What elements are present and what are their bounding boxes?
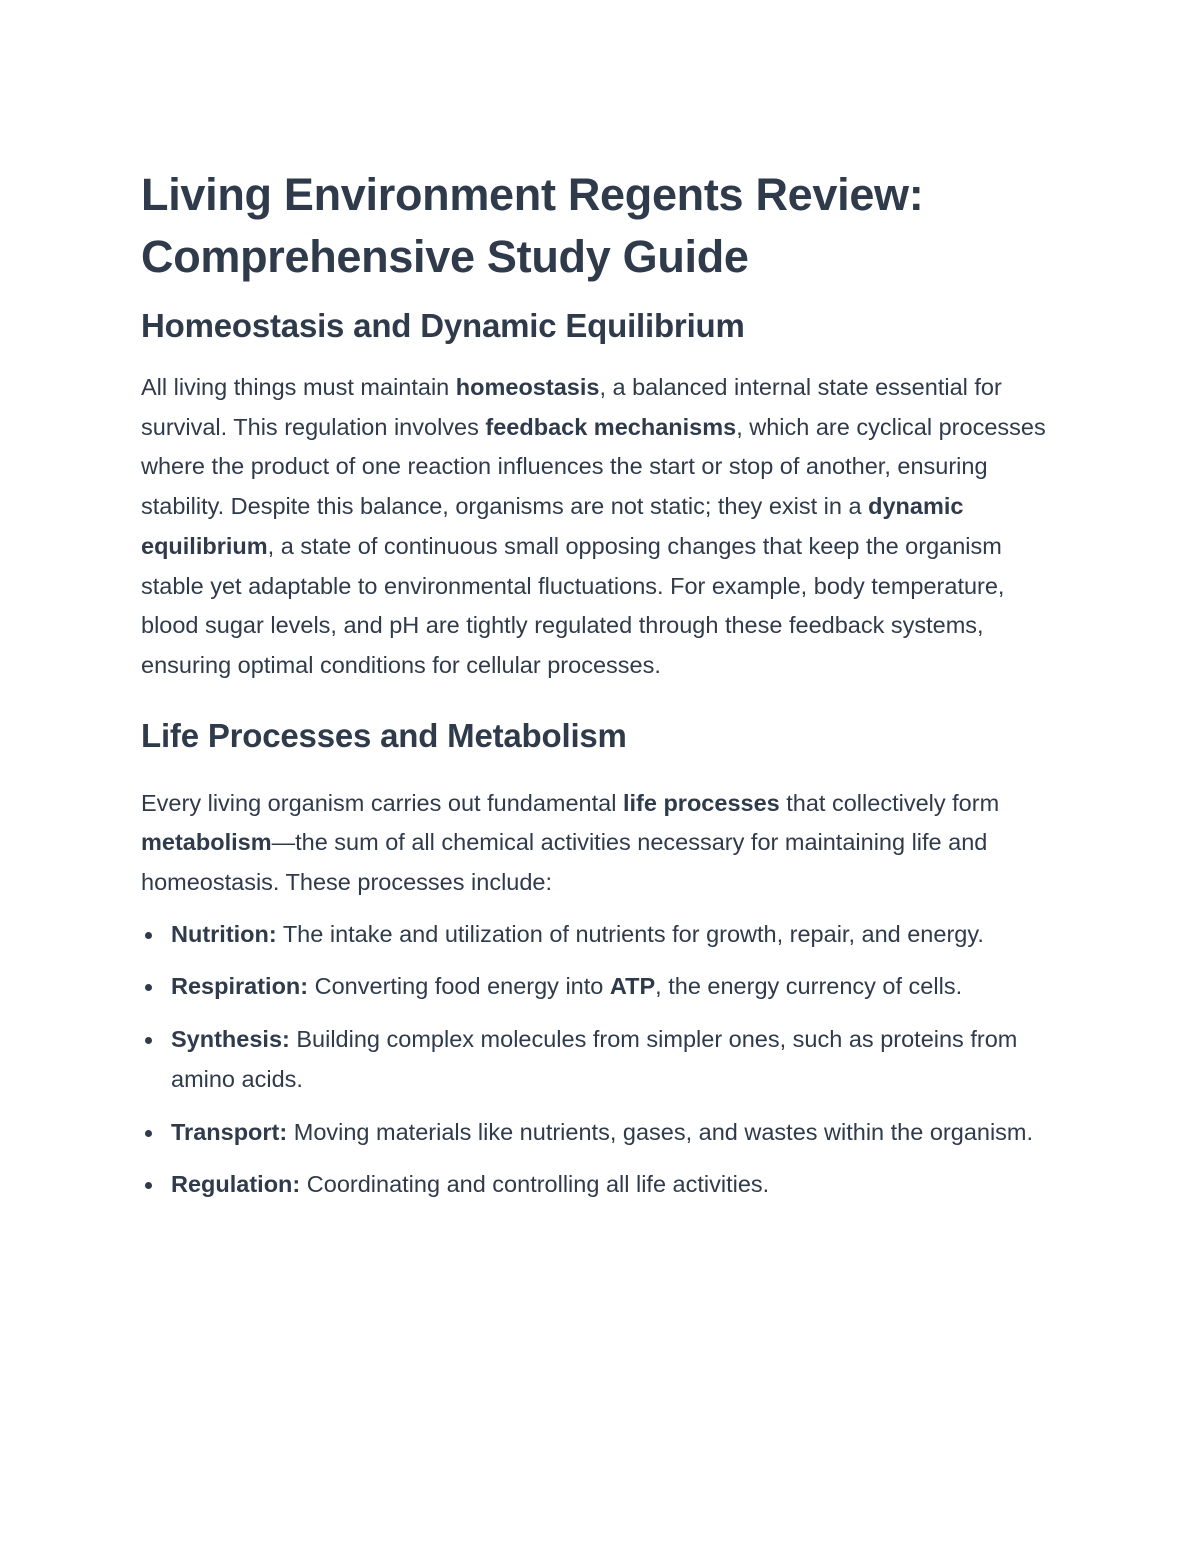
term-feedback-mechanisms: feedback mechanisms: [485, 413, 737, 440]
list-item-synthesis: Synthesis: Building complex molecules from simpler ones, such as proteins from amino acids.: [141, 1020, 1061, 1099]
term-life-processes: life processes: [622, 789, 780, 816]
bullet-icon: [145, 1130, 152, 1137]
list-item-regulation: Regulation: Coordinating and controlling all life activities.: [141, 1165, 1061, 1205]
term-dynamic-equilibrium: dynamic equilibrium: [141, 493, 964, 559]
homeostasis-paragraph: All living things must maintain homeostasis, a balanced internal state essential for survival. This regulation involves feedback mechanisms, which are cyclical processes where the product of one reaction influences the start or stop of another, ensuring stability. Despite this balance, organisms are not static; they exist in a dynamic equilibrium, a state of continuous small opposing changes that keep the organism stable yet adaptable to environmental fluctuations. For example, body temperature, blood sugar levels, and pH are tightly regulated through these feedback systems, ensuring optimal conditions for cellular processes.: [141, 374, 1046, 678]
bullet-icon: [145, 932, 152, 939]
list-item-transport: Transport: Moving materials like nutrients, gases, and wastes within the organism.: [141, 1113, 1061, 1153]
title-line-1: Living Environment Regents Review:: [141, 169, 924, 220]
term-metabolism: metabolism: [141, 829, 272, 856]
list-item-respiration: Respiration: Converting food energy into ATP, the energy currency of cells.: [141, 967, 1061, 1007]
page-title: [141, 164, 1061, 288]
bullet-icon: [145, 984, 152, 991]
life-processes-list: [141, 915, 1061, 1205]
term-homeostasis: homeostasis: [455, 374, 600, 400]
life-processes-paragraph: Every living organism carries out fundamental life processes that collectively form metabolism—the sum of all chemical activities necessary for maintaining life and homeostasis. These processes include:: [141, 789, 1000, 896]
list-item-nutrition: Nutrition: The intake and utilization of nutrients for growth, repair, and energy.: [141, 915, 1061, 955]
section-heading-homeostasis: Homeostasis and Dynamic Equilibrium: [141, 307, 745, 344]
bullet-icon: [145, 1037, 152, 1044]
document-page: [141, 164, 1061, 1218]
bullet-icon: [145, 1182, 152, 1189]
term-atp: ATP: [609, 973, 656, 1000]
section-heading-life-processes: Life Processes and Metabolism: [141, 716, 627, 754]
title-line-2: Comprehensive Study Guide: [141, 231, 749, 282]
